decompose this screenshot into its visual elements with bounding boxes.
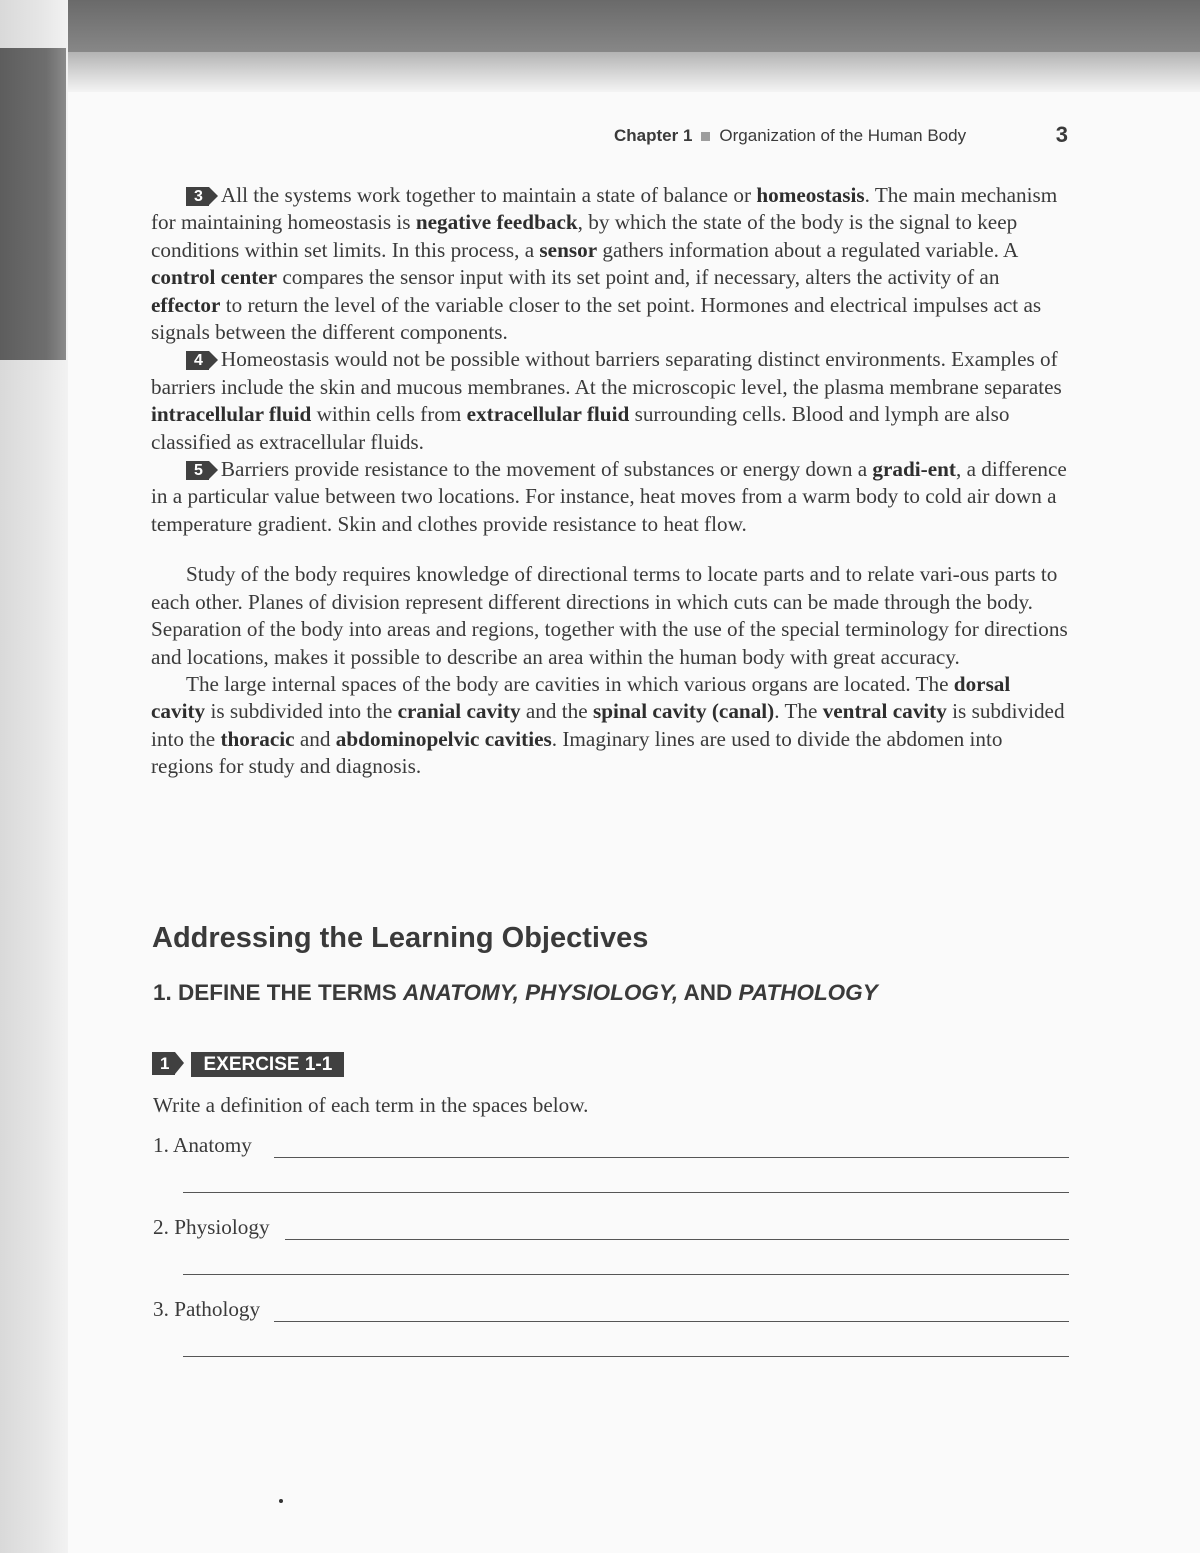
paragraph-gradient <box>151 456 1069 538</box>
term-homeostasis: homeostasis <box>756 183 865 207</box>
paragraph-barriers <box>151 346 1069 456</box>
paragraph-cavities <box>151 671 1069 781</box>
answer-line[interactable] <box>274 1157 1069 1158</box>
paragraph-homeostasis <box>151 182 1069 346</box>
term-negative-feedback: negative feedback <box>415 210 578 235</box>
text-run: is subdivided into the <box>205 699 398 724</box>
term-sensor: sensor <box>539 237 598 262</box>
text-run: Study of the body requires knowledge of directional terms to locate parts and to relate vari-ous parts to each other. Planes of division represent different directions in which cuts can be made through the body. Separation of the body into areas and regions, together with the use of the special terminology for directions and locations, makes it possible to describe an area within the human body with great accuracy. <box>151 562 1068 669</box>
learning-objective-heading <box>153 980 878 1006</box>
body-text <box>151 182 1069 781</box>
item-label: 1. Anatomy <box>153 1133 252 1157</box>
text-run: to return the level of the variable closer to the set point. Hormones and electrical impulses act as signals between the different components. <box>151 292 1042 345</box>
term-abdominopelvic-cavities: abdominopelvic cavities <box>335 726 552 751</box>
term-ventral-cavity: ventral cavity <box>822 699 947 724</box>
text-run: All the systems work together to maintain a state of balance or <box>220 183 757 207</box>
book-spine-dark <box>0 48 66 360</box>
text-run: , a difference in a particular value between two locations. For instance, heat moves from a warm body to cold air down a temperature gradient. Skin and clothes provide resistance to heat flow. <box>151 457 1067 536</box>
scan-shadow-bar <box>0 0 1200 52</box>
chapter-title: Organization of the Human Body <box>719 126 967 145</box>
term-effector: effector <box>151 292 221 317</box>
objective-prefix: 1. DEFINE THE TERMS <box>153 980 404 1005</box>
paragraph-gap <box>151 538 1069 561</box>
objective-marker-icon: 4 <box>186 351 209 370</box>
paragraph-directional-terms <box>151 561 1069 671</box>
chapter-label: Chapter 1 <box>614 126 693 145</box>
text-run: gathers information about a regulated variable. A <box>597 237 1018 262</box>
objective-marker-icon: 5 <box>186 461 209 480</box>
text-run: . Imaginary lines are used to divide the abdomen into regions for study and diagnosis. <box>151 726 1003 779</box>
objective-marker-icon: 1 <box>152 1052 175 1075</box>
text-run: within cells from <box>311 402 467 427</box>
text-run: Barriers provide resistance to the movement of substances or energy down a <box>220 457 873 482</box>
term-canal: (canal) <box>711 699 775 724</box>
section-heading: Addressing the Learning Objectives <box>152 922 649 954</box>
term-intracellular-fluid: intracellular fluid <box>151 402 312 427</box>
text-run: and <box>294 726 336 751</box>
item-label: 2. Physiology <box>153 1215 270 1239</box>
text-run: The large internal spaces of the body are cavities in which various organs are located. The <box>186 671 954 696</box>
item-label: 3. Pathology <box>153 1297 261 1321</box>
text-run: and the <box>520 699 593 724</box>
answer-line-continued[interactable] <box>183 1356 1069 1357</box>
answer-item-anatomy <box>153 1132 1069 1160</box>
text-run: surrounding cells. Blood and lymph are also classified as extracellular fluids. <box>151 402 1010 454</box>
text-run: . The main mechanism for maintaining homeostasis is <box>151 183 1058 235</box>
exercise-header <box>152 1052 344 1077</box>
answer-item-pathology <box>153 1296 1069 1324</box>
answer-item-physiology <box>153 1214 1069 1242</box>
objective-terms: ANATOMY, PHYSIOLOGY, <box>403 980 679 1005</box>
page-number: 3 <box>1055 122 1068 147</box>
term-thoracic: thoracic <box>220 726 295 751</box>
term-spinal-cavity: spinal cavity <box>592 699 707 724</box>
speck-mark <box>279 1499 283 1503</box>
text-run: is subdivided into the <box>151 699 1065 751</box>
exercise-label: EXERCISE 1-1 <box>191 1052 344 1077</box>
term-cranial-cavity: cranial cavity <box>397 699 521 724</box>
exercise-instructions: Write a definition of each term in the spaces below. <box>153 1093 589 1117</box>
answer-line[interactable] <box>285 1239 1069 1240</box>
objective-term-pathology: PATHOLOGY <box>738 980 878 1005</box>
term-control-center: control center <box>151 265 278 290</box>
text-run: . The <box>774 699 823 724</box>
square-separator-icon <box>701 132 710 141</box>
term-extracellular-fluid: extracellular fluid <box>466 402 630 427</box>
objective-and: AND <box>678 980 739 1005</box>
running-header <box>614 122 1074 147</box>
term-gradient: gradi-ent <box>872 457 956 482</box>
answer-line-continued[interactable] <box>183 1274 1069 1275</box>
answer-line[interactable] <box>274 1321 1069 1322</box>
text-run: , by which the state of the body is the signal to keep conditions within set limits. In this process, a <box>151 210 1018 262</box>
text-run: Homeostasis would not be possible without barriers separating distinct environments. Examples of barriers include the skin and mucous membranes. At the microscopic level, the plasma membrane separates <box>151 347 1062 399</box>
term-dorsal-cavity: dorsal cavity <box>151 671 1011 724</box>
objective-marker-icon: 3 <box>186 187 209 206</box>
text-run: compares the sensor input with its set point and, if necessary, alters the activity of an <box>277 265 1000 290</box>
answer-line-continued[interactable] <box>183 1192 1069 1193</box>
